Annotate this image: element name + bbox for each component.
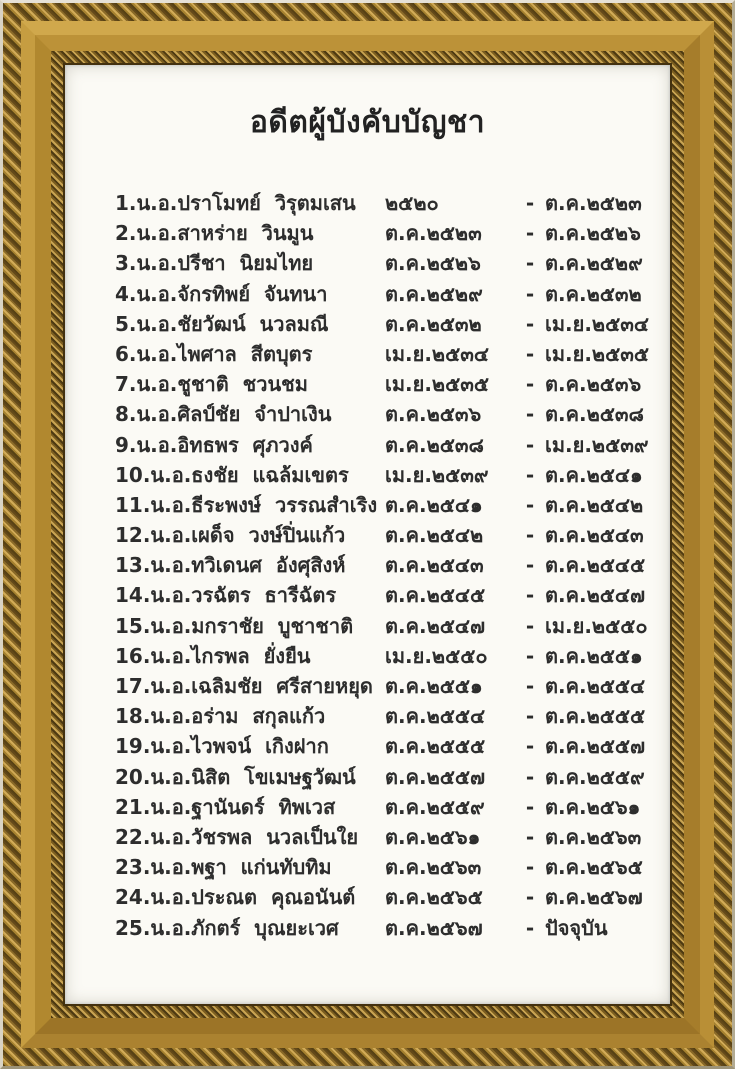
commander-row bbox=[65, 913, 670, 943]
commander-name: 1.น.อ.ปราโมทย์ วิรุตมเสน bbox=[115, 191, 356, 215]
commander-row bbox=[65, 762, 670, 792]
term-dash: - bbox=[525, 613, 535, 638]
commander-row bbox=[65, 248, 670, 278]
term-start-date: ต.ค.๒๕๔๓ bbox=[385, 553, 484, 578]
commander-row bbox=[65, 218, 670, 248]
commander-name: 9.น.อ.อิทธพร ศุภวงค์ bbox=[115, 432, 313, 457]
term-end-date: ต.ค.๒๕๕๗ bbox=[545, 734, 646, 759]
term-start-date: ๒๕๒๐ bbox=[385, 191, 439, 215]
commander-row bbox=[65, 580, 670, 610]
page-title: อดีตผู้บังคับบัญชา bbox=[249, 105, 486, 140]
term-end-date: ต.ค.๒๕๖๓ bbox=[545, 824, 642, 849]
term-dash: - bbox=[525, 462, 535, 487]
term-dash: - bbox=[525, 221, 535, 246]
commander-row bbox=[65, 399, 670, 429]
term-end-date: ต.ค.๒๕๔๗ bbox=[545, 583, 646, 608]
term-end-date: เม.ย.๒๕๓๙ bbox=[545, 432, 649, 457]
term-end-date: เม.ย.๒๕๕๐ bbox=[545, 613, 648, 638]
term-start-date: ต.ค.๒๕๕๑ bbox=[385, 674, 483, 698]
term-end-date: ต.ค.๒๕๒๓ bbox=[545, 191, 642, 215]
term-start-date: ต.ค.๒๕๕๗ bbox=[385, 764, 486, 789]
term-end-date: ต.ค.๒๕๕๕ bbox=[545, 704, 646, 729]
term-end-date: ต.ค.๒๕๒๖ bbox=[545, 221, 641, 246]
term-end-date: ต.ค.๒๕๓๖ bbox=[545, 372, 642, 397]
term-end-date: ต.ค.๒๕๒๙ bbox=[545, 251, 643, 276]
term-dash: - bbox=[525, 885, 535, 910]
commander-row bbox=[65, 460, 670, 490]
term-start-date: ต.ค.๒๕๒๙ bbox=[385, 281, 483, 306]
commander-row bbox=[65, 430, 670, 460]
term-dash: - bbox=[525, 855, 535, 880]
commander-name: 17.น.อ.เฉลิมชัย ศรีสายหยุด bbox=[115, 674, 373, 698]
term-end-date: ต.ค.๒๕๓๘ bbox=[545, 402, 644, 427]
commander-name: 3.น.อ.ปรีชา นิยมไทย bbox=[115, 251, 314, 276]
term-start-date: ต.ค.๒๕๓๖ bbox=[385, 402, 482, 427]
term-end-date: เม.ย.๒๕๓๔ bbox=[545, 311, 650, 336]
term-dash: - bbox=[525, 794, 535, 819]
term-dash: - bbox=[525, 734, 535, 759]
term-end-date: ต.ค.๒๕๕๔ bbox=[545, 674, 646, 698]
term-dash: - bbox=[525, 341, 535, 366]
term-dash: - bbox=[525, 281, 535, 306]
commander-row bbox=[65, 852, 670, 882]
term-end-date: ต.ค.๒๕๖๗ bbox=[545, 885, 643, 910]
term-end-date: ปัจจุบัน bbox=[545, 915, 608, 940]
term-dash: - bbox=[525, 492, 535, 517]
term-dash: - bbox=[525, 432, 535, 457]
commander-row bbox=[65, 611, 670, 641]
term-end-date: ต.ค.๒๕๕๑ bbox=[545, 643, 643, 668]
term-start-date: ต.ค.๒๕๕๔ bbox=[385, 704, 486, 729]
term-dash: - bbox=[525, 674, 535, 698]
commander-row bbox=[65, 822, 670, 852]
commander-name: 18.น.อ.อร่าม สกุลแก้ว bbox=[115, 704, 326, 729]
term-dash: - bbox=[525, 523, 535, 548]
term-end-date: ต.ค.๒๕๔๕ bbox=[545, 553, 646, 578]
term-start-date: ต.ค.๒๕๖๓ bbox=[385, 855, 482, 880]
term-start-date: ต.ค.๒๕๖๕ bbox=[385, 885, 483, 910]
term-dash: - bbox=[525, 643, 535, 668]
term-dash: - bbox=[525, 553, 535, 578]
term-dash: - bbox=[525, 915, 535, 940]
commander-row bbox=[65, 671, 670, 701]
term-start-date: ต.ค.๒๕๓๘ bbox=[385, 432, 484, 457]
term-dash: - bbox=[525, 402, 535, 427]
term-start-date: เม.ย.๒๕๓๙ bbox=[385, 462, 489, 487]
commander-name: 4.น.อ.จักรทิพย์ จันทนา bbox=[115, 281, 328, 306]
commander-row bbox=[65, 550, 670, 580]
term-dash: - bbox=[525, 583, 535, 608]
term-start-date: ต.ค.๒๕๒๖ bbox=[385, 251, 481, 276]
commanders-list bbox=[65, 188, 670, 943]
commander-row bbox=[65, 188, 670, 218]
term-start-date: เม.ย.๒๕๕๐ bbox=[385, 643, 488, 668]
term-start-date: ต.ค.๒๕๕๙ bbox=[385, 794, 485, 819]
commander-name: 5.น.อ.ชัยวัฒน์ นวลมณี bbox=[115, 311, 329, 336]
commander-name: 23.น.อ.พฐา แก่นทับทิม bbox=[115, 855, 332, 880]
commander-name: 7.น.อ.ชูชาติ ชวนชม bbox=[115, 372, 308, 397]
commander-name: 12.น.อ.เผด็จ วงษ์ปิ่นแก้ว bbox=[115, 523, 346, 548]
term-start-date: ต.ค.๒๕๔๑ bbox=[385, 492, 483, 517]
commander-name: 2.น.อ.สาหร่าย วินมูน bbox=[115, 221, 314, 246]
term-start-date: เม.ย.๒๕๓๔ bbox=[385, 341, 490, 366]
commander-row bbox=[65, 641, 670, 671]
commander-name: 24.น.อ.ประณต คุณอนันต์ bbox=[115, 885, 356, 910]
term-end-date: ต.ค.๒๕๕๙ bbox=[545, 764, 645, 789]
commander-row bbox=[65, 369, 670, 399]
term-dash: - bbox=[525, 704, 535, 729]
term-dash: - bbox=[525, 824, 535, 849]
term-dash: - bbox=[525, 372, 535, 397]
term-start-date: ต.ค.๒๕๕๕ bbox=[385, 734, 486, 759]
commander-name: 15.น.อ.มกราชัย บูชาชาติ bbox=[115, 613, 354, 638]
commander-row bbox=[65, 882, 670, 912]
commander-name: 16.น.อ.ไกรพล ยั่งยืน bbox=[115, 643, 311, 668]
commander-name: 8.น.อ.ศิลป์ชัย จำปาเงิน bbox=[115, 402, 332, 427]
term-start-date: ต.ค.๒๕๔๗ bbox=[385, 613, 486, 638]
term-dash: - bbox=[525, 764, 535, 789]
term-end-date: ต.ค.๒๕๖๑ bbox=[545, 794, 641, 819]
commander-name: 13.น.อ.ทวิเดนศ อังศุสิงห์ bbox=[115, 553, 346, 578]
term-dash: - bbox=[525, 311, 535, 336]
commander-row bbox=[65, 731, 670, 761]
term-end-date: ต.ค.๒๕๖๕ bbox=[545, 855, 643, 880]
commander-name: 6.น.อ.ไพศาล สีตบุตร bbox=[115, 341, 313, 366]
commander-row bbox=[65, 520, 670, 550]
commander-name: 25.น.อ.ภักตร์ บุณยะเวศ bbox=[115, 915, 339, 940]
commander-row bbox=[65, 339, 670, 369]
paper bbox=[65, 65, 670, 1004]
term-start-date: ต.ค.๒๕๖๑ bbox=[385, 824, 481, 849]
term-start-date: ต.ค.๒๕๖๗ bbox=[385, 915, 483, 940]
commander-row bbox=[65, 309, 670, 339]
term-end-date: เม.ย.๒๕๓๕ bbox=[545, 341, 650, 366]
commander-name: 14.น.อ.วรฉัตร ธารีฉัตร bbox=[115, 583, 337, 608]
commander-name: 21.น.อ.ฐานันดร์ ทิพเวส bbox=[115, 794, 336, 819]
term-start-date: ต.ค.๒๕๒๓ bbox=[385, 221, 482, 246]
commander-name: 11.น.อ.ธีระพงษ์ วรรณสำเริง bbox=[115, 492, 378, 517]
term-start-date: ต.ค.๒๕๔๒ bbox=[385, 523, 484, 548]
term-start-date: เม.ย.๒๕๓๕ bbox=[385, 372, 490, 397]
term-end-date: ต.ค.๒๕๔๓ bbox=[545, 523, 644, 548]
commander-name: 19.น.อ.ไวพจน์ เกิงฝาก bbox=[115, 734, 329, 759]
term-start-date: ต.ค.๒๕๓๒ bbox=[385, 311, 482, 336]
term-start-date: ต.ค.๒๕๔๕ bbox=[385, 583, 486, 608]
term-end-date: ต.ค.๒๕๔๑ bbox=[545, 462, 643, 487]
term-dash: - bbox=[525, 251, 535, 276]
commander-name: 22.น.อ.วัชรพล นวลเป็นใย bbox=[115, 824, 359, 849]
commander-name: 20.น.อ.นิสิต โขเมษฐวัฒน์ bbox=[115, 764, 356, 789]
commander-row bbox=[65, 792, 670, 822]
term-end-date: ต.ค.๒๕๔๒ bbox=[545, 492, 644, 517]
commander-name: 10.น.อ.ธงชัย แฉล้มเขตร bbox=[115, 462, 349, 487]
commander-row bbox=[65, 490, 670, 520]
commander-row bbox=[65, 279, 670, 309]
commander-row bbox=[65, 701, 670, 731]
term-end-date: ต.ค.๒๕๓๒ bbox=[545, 281, 642, 306]
term-dash: - bbox=[525, 191, 535, 215]
